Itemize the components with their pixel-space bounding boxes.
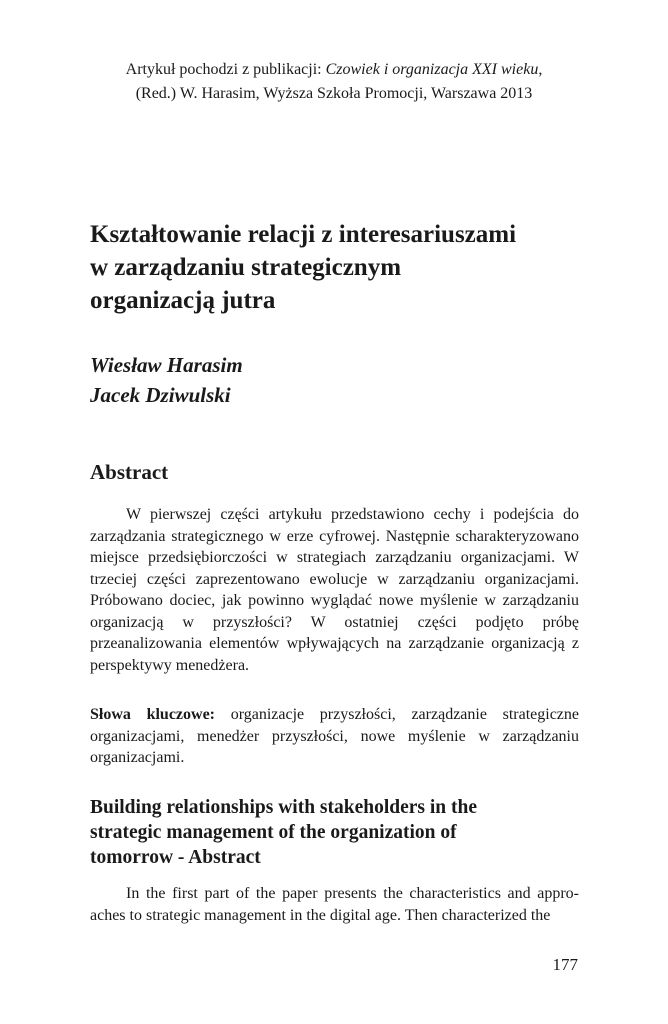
article-title-line: organizacją jutra bbox=[90, 287, 276, 314]
keywords-paragraph bbox=[90, 704, 579, 769]
english-title-line: Building relationships with stakeholders in the bbox=[90, 797, 478, 818]
source-suffix: , bbox=[538, 61, 543, 78]
article-title-line: Kształtowanie relacji z interesariuszami bbox=[90, 221, 517, 248]
english-title-line: tomorrow - Abstract bbox=[90, 847, 261, 868]
english-title-line: strategic management of the organization of bbox=[90, 822, 457, 843]
author-name: Wiesław Harasim bbox=[90, 353, 243, 377]
keywords-text: organizacje przyszłości, zarządzanie strategiczne organizacjami, menedżer przyszłości, nowe myślenie w zarządzaniu organizacjami. bbox=[90, 706, 580, 766]
english-title bbox=[90, 795, 570, 870]
author-name: Jacek Dziwulski bbox=[90, 383, 231, 407]
abstract-paragraph: W pierwszej części artykułu przedstawiono cechy i podejścia do zarządzania strategicznego w erze cyfrowej. Następnie scharakteryzowano miejsce przedsiębiorczości w strategiach zarządzaniu organizacjami. W trzeciej części zaprezentowano ewolucje w zarządzaniu organizacjami. Próbowano dociec, jak powinno wyglądać nowe myślenie w zarządzaniu organizacją w przyszłości? W ostatniej części podjęto próbę przeanalizowania elementów wpływających na zarządzanie organizacją z perspektywy menedżera. bbox=[90, 506, 579, 674]
english-abstract-paragraph: In the first part of the paper presents the characteristics and approaches to strategic management in the digital age. Then characterized the bbox=[90, 885, 579, 924]
source-note-line-2: (Red.) W. Harasim, Wyższa Szkoła Promocji, Warszawa 2013 bbox=[135, 85, 533, 102]
authors bbox=[90, 350, 590, 410]
article-title bbox=[90, 218, 590, 317]
page-number: 177 bbox=[552, 955, 578, 974]
source-publication: Czowiek i organizacja XXI wieku bbox=[325, 61, 539, 78]
abstract-heading: Abstract bbox=[90, 460, 169, 484]
source-note bbox=[60, 58, 608, 106]
keywords-label: Słowa kluczowe: bbox=[90, 706, 216, 723]
article-title-line: w zarządzaniu strategicznym bbox=[90, 254, 402, 281]
source-note-line-1 bbox=[60, 58, 608, 82]
source-prefix: Artykuł pochodzi z publikacji: bbox=[125, 61, 326, 78]
